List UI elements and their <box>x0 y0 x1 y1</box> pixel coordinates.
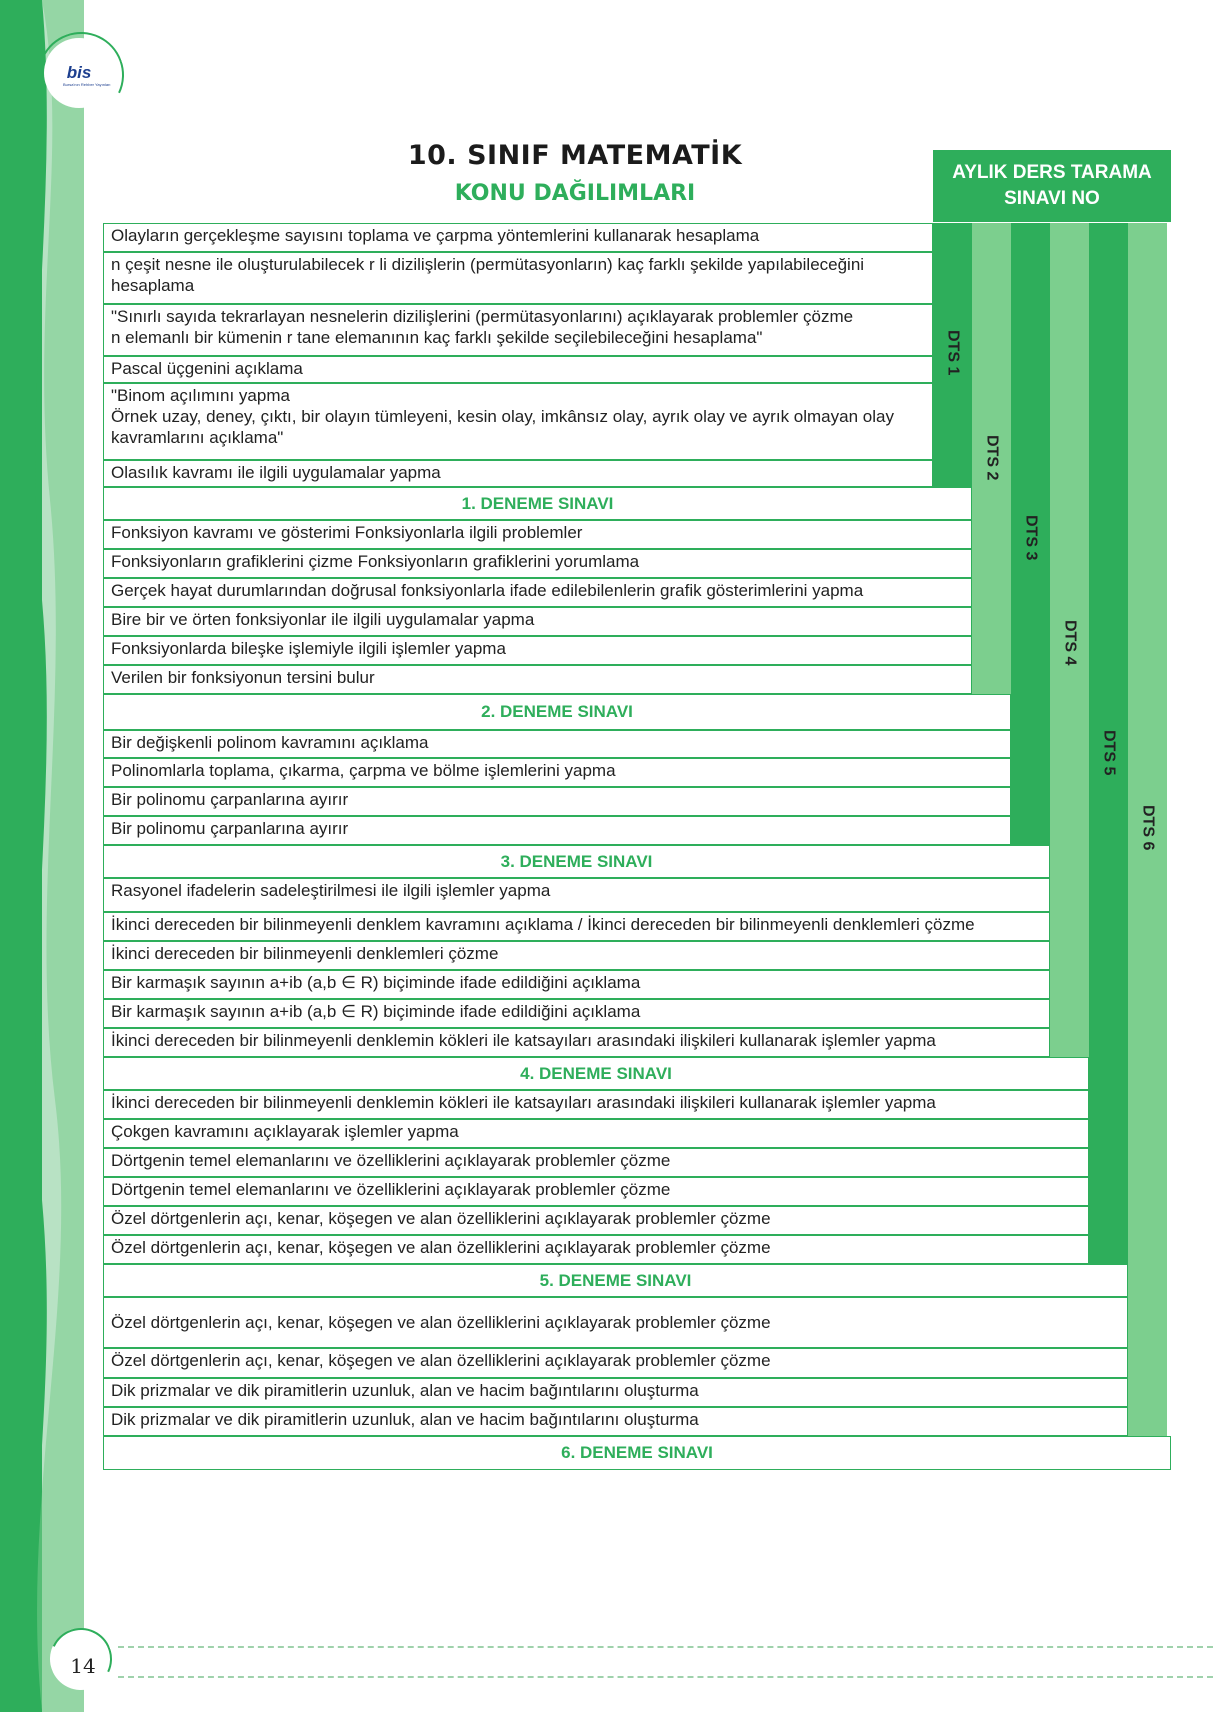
dts-bar-2 <box>972 223 1011 694</box>
topic-row: Bir karmaşık sayının a+ib (a,b ∈ R) biçiminde ifade edildiğini açıklama <box>103 999 1050 1028</box>
logo-text: bis <box>66 63 92 82</box>
exam-row: 4. DENEME SINAVI <box>103 1057 1089 1090</box>
dts-bar-3 <box>1011 223 1050 845</box>
topic-row: Fonksiyon kavramı ve gösterimi Fonksiyonlarla ilgili problemler <box>103 520 972 549</box>
logo <box>44 38 114 108</box>
topic-row: Dik prizmalar ve dik piramitlerin uzunluk, alan ve hacim bağıntılarını oluşturma <box>103 1378 1128 1407</box>
topic-row: Rasyonel ifadelerin sadeleştirilmesi ile ilgili işlemler yapma <box>103 878 1050 912</box>
logo-subtext: Bursa'nın Rehber Yayınları <box>63 82 111 87</box>
dts-bar-6 <box>1128 223 1167 1436</box>
topic-row: Çokgen kavramını açıklayarak işlemler yapma <box>103 1119 1089 1148</box>
topic-row: Olasılık kavramı ile ilgili uygulamalar yapma <box>103 460 933 487</box>
topic-row: "Binom açılımını yapma Örnek uzay, deney, çıktı, bir olayın tümleyeni, kesin olay, imkânsız olay, ayrık olay ve ayrık olmayan olay kavramlarını açıklama" <box>103 383 933 460</box>
exam-row: 2. DENEME SINAVI <box>103 694 1011 730</box>
dts-label-2: DTS 2 <box>983 435 1001 481</box>
topic-row: Bir karmaşık sayının a+ib (a,b ∈ R) biçiminde ifade edildiğini açıklama <box>103 970 1050 999</box>
topic-row: Özel dörtgenlerin açı, kenar, köşegen ve alan özelliklerini açıklayarak problemler çözme <box>103 1297 1128 1348</box>
topic-row: Özel dörtgenlerin açı, kenar, köşegen ve alan özelliklerini açıklayarak problemler çözme <box>103 1348 1128 1378</box>
page-subtitle: KONU DAĞILIMLARI <box>454 181 696 206</box>
footer-divider-top <box>118 1646 1213 1648</box>
topic-row: Bir değişkenli polinom kavramını açıklama <box>103 730 1011 758</box>
page-number: 14 <box>70 1654 96 1678</box>
topic-row: Olayların gerçekleşme sayısını toplama ve çarpma yöntemlerini kullanarak hesaplama <box>103 223 933 252</box>
topic-row: Bire bir ve örten fonksiyonlar ile ilgili uygulamalar yapma <box>103 607 972 636</box>
topic-row: Gerçek hayat durumlarından doğrusal fonksiyonlarla ifade edilebilenlerin grafik gösterimlerini yapma <box>103 578 972 607</box>
topic-row: Dörtgenin temel elemanlarını ve özelliklerini açıklayarak problemler çözme <box>103 1148 1089 1177</box>
topic-row: İkinci dereceden bir bilinmeyenli denklemin kökleri ile katsayıları arasındaki ilişkileri kullanarak işlemler yapma <box>103 1090 1089 1119</box>
page-title: 10. SINIF MATEMATİK <box>407 140 743 171</box>
exam-number-header-line1: AYLIK DERS TARAMA <box>952 162 1152 183</box>
exam-number-header-line2: SINAVI NO <box>1004 188 1100 209</box>
dts-label-1: DTS 1 <box>944 330 962 376</box>
topic-row: Dörtgenin temel elemanlarını ve özelliklerini açıklayarak problemler çözme <box>103 1177 1089 1206</box>
topic-row: Fonksiyonların grafiklerini çizme Fonksiyonların grafiklerini yorumlama <box>103 549 972 578</box>
topic-row: Özel dörtgenlerin açı, kenar, köşegen ve alan özelliklerini açıklayarak problemler çözme <box>103 1206 1089 1235</box>
topic-row: İkinci dereceden bir bilinmeyenli denklemleri çözme <box>103 941 1050 970</box>
topic-row: Bir polinomu çarpanlarına ayırır <box>103 816 1011 845</box>
footer-divider-bottom <box>118 1676 1213 1678</box>
dts-label-4: DTS 4 <box>1061 620 1079 666</box>
topic-row: n çeşit nesne ile oluşturulabilecek r li dizilişlerin (permütasyonların) kaç farklı şekilde yapılabileceğini hesaplama <box>103 252 933 304</box>
topic-row: Bir polinomu çarpanlarına ayırır <box>103 787 1011 816</box>
topic-row: Polinomlarla toplama, çıkarma, çarpma ve bölme işlemlerini yapma <box>103 758 1011 787</box>
topic-row: Özel dörtgenlerin açı, kenar, köşegen ve alan özelliklerini açıklayarak problemler çözme <box>103 1235 1089 1264</box>
dts-label-6: DTS 6 <box>1139 805 1157 851</box>
dts-bar-1 <box>933 223 972 487</box>
dts-label-5: DTS 5 <box>1100 730 1118 776</box>
topic-row: "Sınırlı sayıda tekrarlayan nesnelerin dizilişlerini (permütasyonlarını) açıklayarak problemler çözme n elemanlı bir kümenin r tane elemanının kaç farklı şekilde seçilebileceğini hesaplama" <box>103 304 933 356</box>
topic-row: Verilen bir fonksiyonun tersini bulur <box>103 665 972 694</box>
exam-row: 6. DENEME SINAVI <box>103 1436 1171 1470</box>
topic-row: İkinci dereceden bir bilinmeyenli denklem kavramını açıklama / İkinci dereceden bir bilinmeyenli denklemleri çözme <box>103 912 1050 941</box>
dts-label-3: DTS 3 <box>1022 515 1040 561</box>
exam-row: 1. DENEME SINAVI <box>103 487 972 520</box>
dts-bar-5 <box>1089 223 1128 1264</box>
topic-row: Pascal üçgenini açıklama <box>103 356 933 383</box>
side-wave-decoration <box>0 0 90 1712</box>
exam-row: 3. DENEME SINAVI <box>103 845 1050 878</box>
exam-number-header <box>933 150 1171 222</box>
exam-row: 5. DENEME SINAVI <box>103 1264 1128 1297</box>
dts-bar-4 <box>1050 223 1089 1057</box>
topic-row: İkinci dereceden bir bilinmeyenli denklemin kökleri ile katsayıları arasındaki ilişkileri kullanarak işlemler yapma <box>103 1028 1050 1057</box>
topic-row: Fonksiyonlarda bileşke işlemiyle ilgili işlemler yapma <box>103 636 972 665</box>
topic-row: Dik prizmalar ve dik piramitlerin uzunluk, alan ve hacim bağıntılarını oluşturma <box>103 1407 1128 1436</box>
